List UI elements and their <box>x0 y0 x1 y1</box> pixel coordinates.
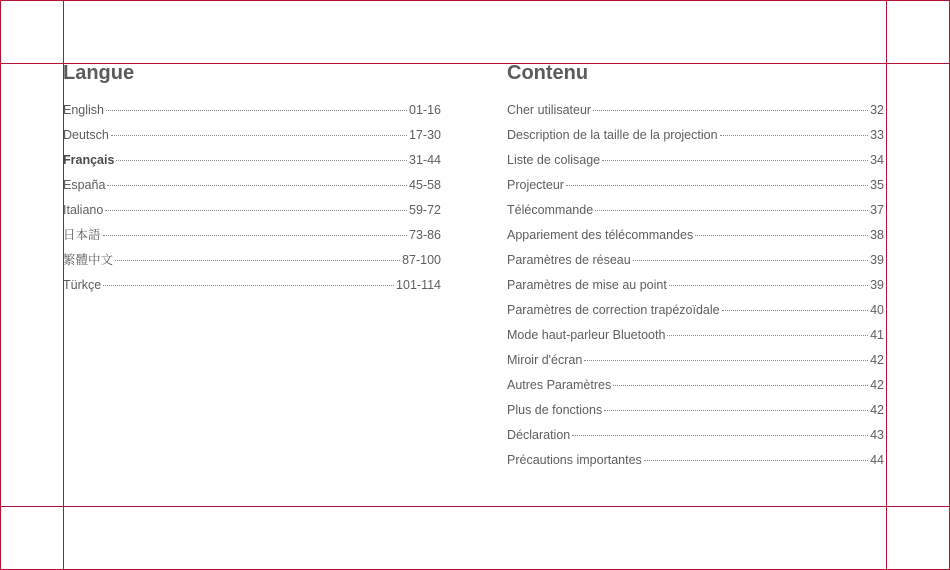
toc-entry-label: Liste de colisage <box>507 153 601 167</box>
toc-entry[interactable] <box>507 98 884 123</box>
language-item-japanese[interactable] <box>63 223 441 248</box>
language-label: 繁體中文 <box>63 253 114 267</box>
toc-entry[interactable] <box>507 398 884 423</box>
dot-leader <box>695 235 868 236</box>
dot-leader <box>584 360 868 361</box>
toc-entry[interactable] <box>507 373 884 398</box>
toc-entry[interactable] <box>507 273 884 298</box>
dot-leader <box>107 185 407 186</box>
dot-leader <box>602 160 868 161</box>
toc-entry[interactable] <box>507 348 884 373</box>
dot-leader <box>644 460 868 461</box>
dot-leader <box>720 135 869 136</box>
toc-entry-page: 37 <box>870 203 884 217</box>
language-item-italiano[interactable] <box>63 198 441 223</box>
dot-leader <box>667 335 868 336</box>
dot-leader <box>103 235 408 236</box>
language-item-deutsch[interactable] <box>63 123 441 148</box>
toc-entry-label: Mode haut-parleur Bluetooth <box>507 328 666 342</box>
dot-leader <box>613 385 868 386</box>
toc-entry-label: Projecteur <box>507 178 564 192</box>
page-range: 101-114 <box>396 278 441 292</box>
dot-leader <box>572 435 868 436</box>
toc-entry-page: 34 <box>870 153 884 167</box>
toc-entry-label: Déclaration <box>507 428 571 442</box>
page-range: 87-100 <box>402 253 441 267</box>
language-label: Türkçe <box>63 278 102 292</box>
toc-entry-page: 43 <box>870 428 884 442</box>
toc-entry-page: 42 <box>870 403 884 417</box>
toc-entry-label: Paramètres de correction trapézoïdale <box>507 303 720 317</box>
page-range: 01-16 <box>409 103 441 117</box>
page-range: 31-44 <box>409 153 441 167</box>
dot-leader <box>105 210 407 211</box>
toc-entry-page: 38 <box>870 228 884 242</box>
toc-entry-page: 42 <box>870 353 884 367</box>
language-item-english[interactable] <box>63 98 441 123</box>
toc-entry-page: 40 <box>870 303 884 317</box>
toc-entry-label: Cher utilisateur <box>507 103 592 117</box>
toc-entry-label: Description de la taille de la projection <box>507 128 718 142</box>
toc-entry-page: 39 <box>870 253 884 267</box>
language-label: España <box>63 178 106 192</box>
toc-entry-label: Miroir d'écran <box>507 353 583 367</box>
toc-entry[interactable] <box>507 223 884 248</box>
toc-entry-page: 32 <box>870 103 884 117</box>
toc-entry-label: Télécommande <box>507 203 594 217</box>
language-label: Français <box>63 153 115 167</box>
language-item-turkce[interactable] <box>63 273 441 298</box>
dot-leader <box>115 260 400 261</box>
page-range: 73-86 <box>409 228 441 242</box>
toc-entry-page: 41 <box>870 328 884 342</box>
language-item-francais[interactable] <box>63 148 441 173</box>
toc-entry-page: 33 <box>870 128 884 142</box>
page-range: 17-30 <box>409 128 441 142</box>
toc-entry[interactable] <box>507 123 884 148</box>
language-label: English <box>63 103 104 117</box>
dot-leader <box>116 160 407 161</box>
guide-line-top <box>0 0 950 1</box>
guide-line-margin-right <box>886 0 887 570</box>
contents-list <box>507 98 884 473</box>
toc-entry-label: Paramètres de réseau <box>507 253 631 267</box>
page-range: 59-72 <box>409 203 441 217</box>
toc-entry[interactable] <box>507 198 884 223</box>
toc-entry[interactable] <box>507 323 884 348</box>
toc-entry-page: 35 <box>870 178 884 192</box>
dot-leader <box>566 185 868 186</box>
guide-line-footer <box>0 506 950 507</box>
toc-entry-label: Précautions importantes <box>507 453 642 467</box>
language-label: 日本語 <box>63 228 101 242</box>
dot-leader <box>604 410 868 411</box>
dot-leader <box>106 110 407 111</box>
language-list <box>63 98 441 298</box>
toc-entry[interactable] <box>507 173 884 198</box>
language-item-traditional-chinese[interactable] <box>63 248 441 273</box>
language-label: Deutsch <box>63 128 109 142</box>
dot-leader <box>722 310 868 311</box>
page-range: 45-58 <box>409 178 441 192</box>
dot-leader <box>103 285 394 286</box>
toc-entry[interactable] <box>507 148 884 173</box>
dot-leader <box>593 110 868 111</box>
toc-entry-label: Appariement des télécommandes <box>507 228 694 242</box>
dot-leader <box>633 260 868 261</box>
contenu-heading: Contenu <box>507 62 589 84</box>
toc-entry[interactable] <box>507 248 884 273</box>
langue-heading: Langue <box>63 62 135 84</box>
toc-entry[interactable] <box>507 448 884 473</box>
guide-line-header <box>0 63 950 64</box>
toc-entry-page: 42 <box>870 378 884 392</box>
toc-entry-page: 44 <box>870 453 884 467</box>
toc-entry[interactable] <box>507 423 884 448</box>
toc-entry-label: Autres Paramètres <box>507 378 612 392</box>
toc-entry-page: 39 <box>870 278 884 292</box>
language-label: Italiano <box>63 203 104 217</box>
language-item-espana[interactable] <box>63 173 441 198</box>
dot-leader <box>111 135 407 136</box>
toc-entry-label: Paramètres de mise au point <box>507 278 667 292</box>
toc-entry[interactable] <box>507 298 884 323</box>
toc-entry-label: Plus de fonctions <box>507 403 603 417</box>
dot-leader <box>669 285 868 286</box>
guide-line-left <box>0 0 1 570</box>
dot-leader <box>595 210 868 211</box>
